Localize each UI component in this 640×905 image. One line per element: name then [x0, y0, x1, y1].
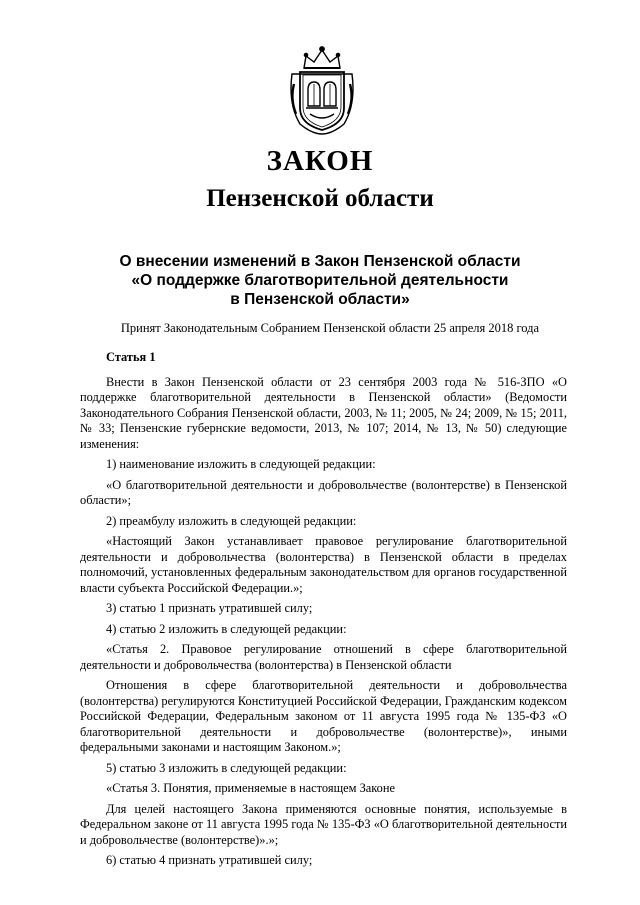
paragraph: «Настоящий Закон устанавливает правовое регулирование благотворительной деятельности и добровольчества (волонтерства) в Пензенской области в пределах полномочий, установленных федеральным законодательством для органов государственной власти субъекта Российской Федерации.»;: [80, 534, 567, 595]
paragraph: «Статья 2. Правовое регулирование отношений в сфере благотворительной деятельности и добровольчества (волонтерства) в Пензенской области: [80, 642, 567, 672]
subject-line: «О поддержке благотворительной деятельности: [131, 272, 509, 289]
document-subtitle: Пензенской области: [206, 185, 434, 212]
paragraph: 5) статью 3 изложить в следующей редакции:: [106, 760, 347, 775]
paragraph: Отношения в сфере благотворительной деятельности и добровольчества (волонтерства) регулируются Конституцией Российской Федерации, Гражданским кодексом Российской Федерации, Федеральным законом от 11 августа 1995 года № 135-ФЗ «О благотворительной деятельности и добровольчестве (волонтерстве)», иными федеральными законами и настоящим Законом.»;: [80, 678, 567, 754]
paragraph: 2) преамбулу изложить в следующей редакции:: [106, 513, 357, 528]
paragraph: 1) наименование изложить в следующей редакции:: [106, 457, 376, 471]
paragraph: Для целей настоящего Закона применяются основные понятия, используемые в Федеральном законе от 11 августа 1995 года № 135-ФЗ «О благотворительной деятельности и добровольчестве (волонтерстве)».»;: [80, 801, 567, 847]
adoption-note: Принят Законодательным Собранием Пензенской области 25 апреля 2018 года: [120, 321, 540, 335]
subject-line: О внесении изменений в Закон Пензенской области: [119, 253, 521, 270]
paragraph: «Статья 3. Понятия, применяемые в настоящем Законе: [106, 781, 395, 795]
subject-line: в Пензенской области»: [230, 291, 410, 308]
paragraph: Внести в Закон Пензенской области от 23 сентября 2003 года № 516-ЗПО «О поддержке благотворительной деятельности в Пензенской области» (Ведомости Законодательного Собрания Пензенской области, 2003, № 11; 2005, № 24; 2009, № 15; 2011, № 33; Пензенские губернские ведомости, 2013, № 107; 2014, № 13, № 50) следующие изменения:: [80, 374, 567, 451]
law-body: [80, 350, 567, 874]
paragraph: 4) статью 2 изложить в следующей редакции:: [106, 621, 347, 636]
coat-of-arms-icon: [284, 44, 360, 136]
paragraph: 6) статью 4 признать утратившей силу;: [106, 853, 313, 867]
article-heading: Статья 1: [106, 350, 156, 364]
paragraph: «О благотворительной деятельности и добровольчестве (волонтерстве) в Пензенской области»;: [80, 477, 567, 507]
paragraph: 3) статью 1 признать утратившей силу;: [106, 601, 313, 615]
document-title: ЗАКОН: [266, 145, 374, 177]
law-subject: [80, 252, 560, 309]
